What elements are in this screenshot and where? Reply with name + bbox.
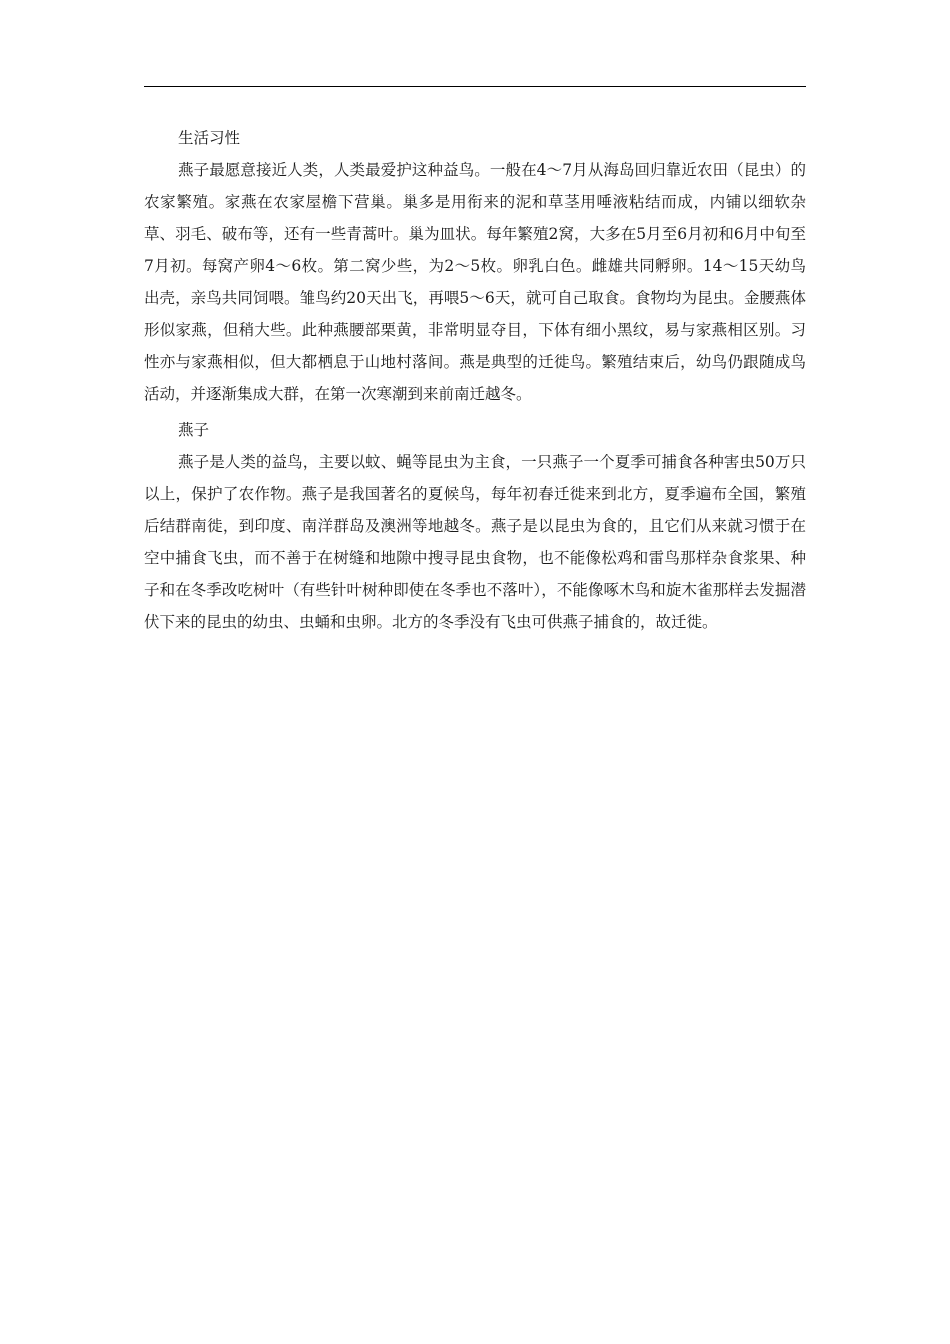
header-rule [144, 86, 806, 87]
section-paragraph-habits: 燕子最愿意接近人类，人类最爱护这种益鸟。一般在4～7月从海岛回归靠近农田（昆虫）的农家繁殖。家燕在农家屋檐下营巢。巢多是用衔来的泥和草茎用唾液粘结而成，内铺以细软杂草、羽毛、破布等，还有一些青蒿叶。巢为皿状。每年繁殖2窝，大多在5月至6月初和6月中旬至7月初。每窝产卵4～6枚。第二窝少些，为2～5枚。卵乳白色。雌雄共同孵卵。14～15天幼鸟出壳，亲鸟共同饲喂。雏鸟约20天出飞，再喂5～6天，就可自己取食。食物均为昆虫。金腰燕体形似家燕，但稍大些。此种燕腰部栗黄，非常明显夺目，下体有细小黑纹，易与家燕相区别。习性亦与家燕相似，但大都栖息于山地村落间。燕是典型的迁徙鸟。繁殖结束后，幼鸟仍跟随成鸟活动，并逐渐集成大群，在第一次寒潮到来前南迁越冬。 [144, 161, 806, 403]
section-heading-swallow: 燕子 [178, 421, 210, 439]
section-paragraph-swallow: 燕子是人类的益鸟，主要以蚊、蝇等昆虫为主食，一只燕子一个夏季可捕食各种害虫50万只以上，保护了农作物。燕子是我国著名的夏候鸟，每年初春迁徙来到北方，夏季遍布全国，繁殖后结群南徙，到印度、南洋群岛及澳洲等地越冬。燕子是以昆虫为食的，且它们从来就习惯于在空中捕食飞虫，而不善于在树缝和地隙中搜寻昆虫食物，也不能像松鸡和雷鸟那样杂食浆果、种子和在冬季改吃树叶（有些针叶树种即使在冬季也不落叶），不能像啄木鸟和旋木雀那样去发掘潜伏下来的昆虫的幼虫、虫蛹和虫卵。北方的冬季没有飞虫可供燕子捕食的，故迁徙。 [144, 453, 806, 631]
document-body [144, 122, 806, 638]
section-heading-habits: 生活习性 [178, 129, 241, 147]
